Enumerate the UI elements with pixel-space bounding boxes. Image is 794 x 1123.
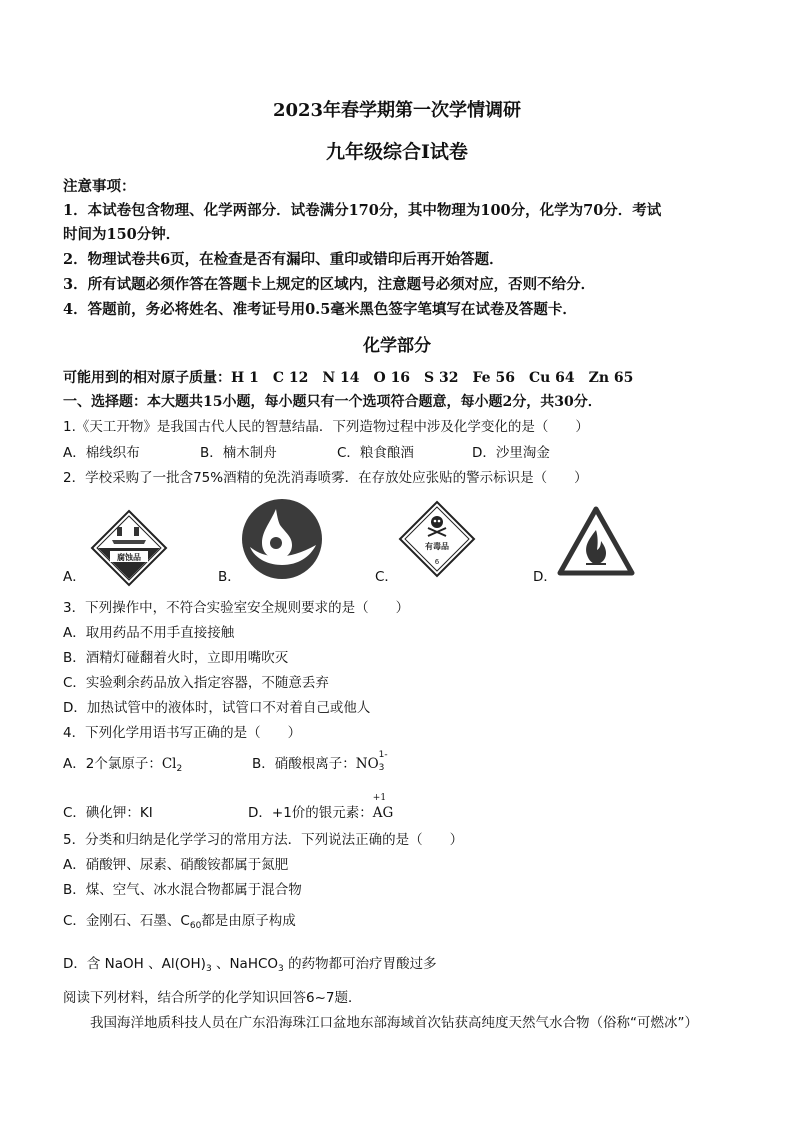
question-4-option-b-formula: NO [355,756,379,772]
question-4-option-d-superscript: +1 [372,793,387,803]
question-2-option-c: C． [375,569,398,585]
section-title: 化学部分 [363,336,431,356]
exam-title: 2023年春学期第一次学情调研 [272,100,522,121]
question-5-option-d-subscript-1: 3 [205,964,212,974]
toxic-sign-icon [398,500,476,578]
question-1-option-c: C．粮食酿酒 [337,445,414,461]
part-1-instructions: 一、选择题：本大题共15小题，每小题只有一个选项符合题意，每小题2分，共30分． [63,394,602,410]
question-4-option-d-text: D．+1价的银元素： [248,805,373,821]
corrosive-sign-icon [90,509,168,587]
question-4-option-d [248,793,394,821]
question-5-option-c [63,909,296,931]
question-3-stem: 3．下列操作中，不符合实验室安全规则要求的是（ ） [63,600,410,616]
question-3-option-c: C．实验剩余药品放入指定容器，不随意丢弃 [63,675,329,691]
question-2-option-a: A． [63,569,86,585]
question-4-option-d-formula: AG [372,805,394,821]
question-4-option-a-formula: Cl [161,756,177,772]
question-5-option-d-pre: D．含 NaOH 、Al(OH) [63,956,206,972]
question-4-option-a-text: A．2个氯原子： [63,756,162,772]
question-4-option-a [63,752,182,774]
toxic-sign-label: 有毒品 [425,542,449,551]
toxic-sign-number: 6 [434,558,440,566]
question-4-stem: 4．下列化学用语书写正确的是（ ） [63,725,302,741]
question-5-option-c-post: 都是由原子构成 [201,913,296,929]
reading-intro: 阅读下列材料，结合所学的化学知识回答6~7题． [63,990,362,1006]
question-5-option-a: A．硝酸钾、尿素、硝酸铵都属于氮肥 [63,857,289,873]
question-5-option-b: B．煤、空气、冰水混合物都属于混合物 [63,882,302,898]
question-4-option-b-subscript: 3 [378,763,385,773]
question-4-option-b-text: B．硝酸根离子： [252,756,356,772]
question-3-option-b: B．酒精灯碰翻着火时，立即用嘴吹灭 [63,650,289,666]
question-3-option-a: A．取用药品不用手直接接触 [63,625,235,641]
notes-heading: 注意事项： [63,178,136,195]
question-5-stem: 5．分类和归纳是化学学习的常用方法．下列说法正确的是（ ） [63,832,464,848]
question-1-option-b: B．楠木制舟 [200,445,277,461]
question-2-stem: 2．学校采购了一批含75%酒精的免洗消毒喷雾．在存放处应张贴的警示标识是（ ） [63,470,588,486]
water-drop-sign-icon [240,497,324,581]
question-4-option-b-superscript: 1- [378,750,388,760]
note-1-line-1: 1．本试卷包含物理、化学两部分．试卷满分170分，其中物理为100分，化学为70分．考试 [63,202,662,219]
question-1-option-d: D．沙里淘金 [472,445,550,461]
note-4: 4．答题前，务必将姓名、准考证号用0.5毫米黑色签字笔填写在试卷及答题卡． [63,301,577,318]
flammable-sign-icon [557,506,635,576]
question-1-stem: 1.《天工开物》是我国古代人民的智慧结晶．下列造物过程中涉及化学变化的是（ ） [63,419,589,435]
note-3: 3．所有试题必须作答在答题卡上规定的区域内，注意题号必须对应，否则不给分． [63,276,596,293]
reading-text: 我国海洋地质科技人员在广东沿海珠江口盆地东部海域首次钻获高纯度天然气水合物（俗称“可燃冰”） [90,1015,698,1031]
question-4-option-a-subscript: 2 [176,764,183,774]
question-5-option-d-mid: 、NaHCO [211,956,279,972]
question-4-option-b [252,752,389,772]
question-5-option-d-post: 的药物都可治疗胃酸过多 [283,956,437,972]
atomic-masses: 可能用到的相对原子质量：H 1 C 12 N 14 O 16 S 32 Fe 56 Cu 64 Zn 65 [63,370,634,386]
note-1-line-2: 时间为150分钟． [63,226,181,243]
question-2-option-d: D． [533,569,557,585]
question-4-option-c: C．碘化钾：KI [63,805,153,821]
question-5-option-d-subscript-2: 3 [278,964,284,974]
question-3-option-d: D．加热试管中的液体时，试管口不对着自己或他人 [63,700,371,716]
question-5-option-c-pre: C．金刚石、石墨、C [63,913,190,929]
question-5-option-d [63,952,437,974]
question-5-option-c-subscript: 60 [189,921,202,931]
note-2: 2．物理试卷共6页，在检查是否有漏印、重印或错印后再开始答题． [63,251,504,268]
question-1-option-a: A．棉线织布 [63,445,140,461]
exam-subtitle: 九年级综合Ⅰ试卷 [326,141,468,163]
question-2-option-b: B． [218,569,241,585]
corrosive-sign-label: 腐蚀品 [117,553,141,562]
